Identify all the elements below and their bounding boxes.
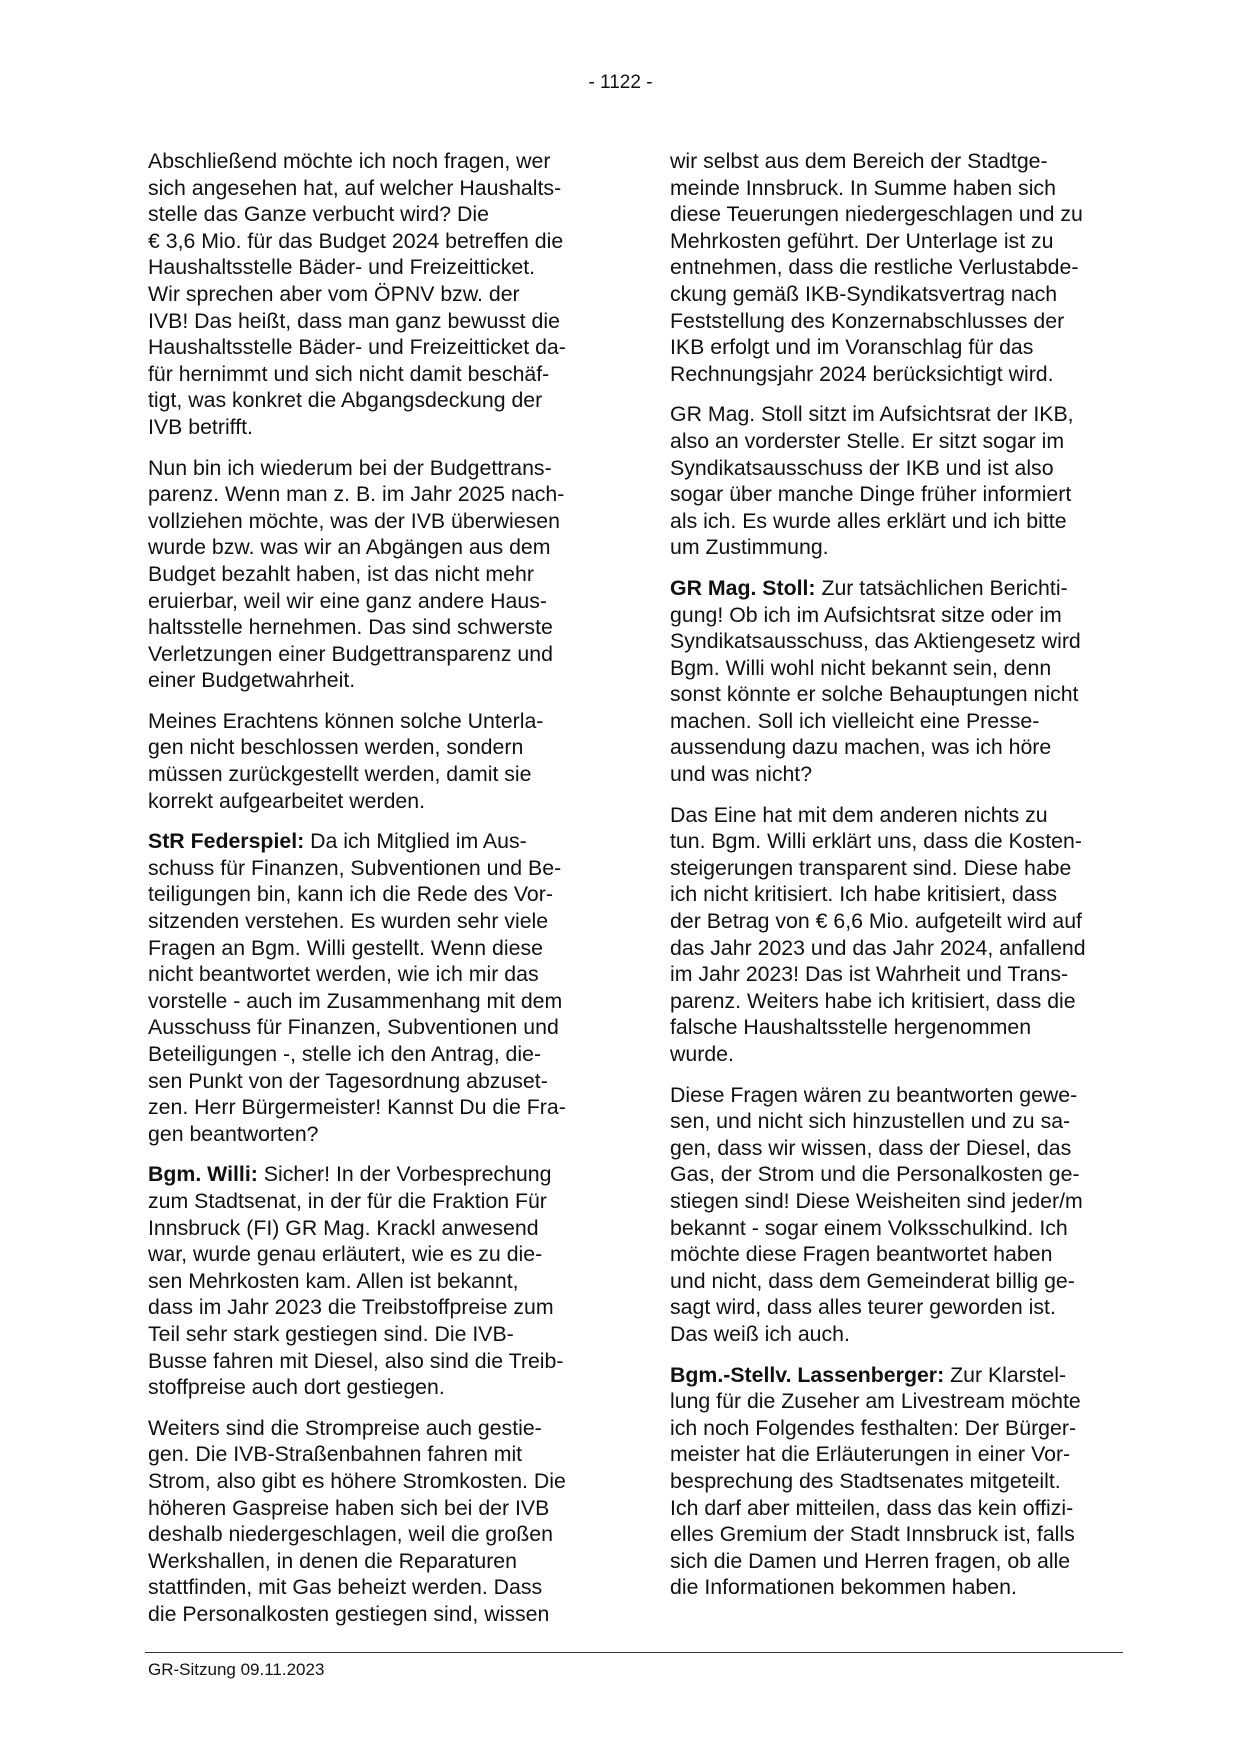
paragraph-text: GR Mag. Stoll sitzt im Aufsichtsrat der IKB, also an vorderster Stelle. Er sitzt sogar im Syndikatsausschuss der IKB und ist also sogar über manche Dinge früher informiert als ich. Es wurde alles erklärt und ich bitte um Zustimmung. [670, 402, 1074, 560]
paragraph-text: Da ich Mitglied im Aus- schuss für Finanzen, Subventionen und Be- teiligungen bin, kann ich die Rede des Vor- sitzenden verstehen. Es wurden sehr viele Fragen an Bgm. Willi gestellt. Wenn diese nicht beantwortet werden, wie ich mir das vorstelle - auch im Zusammenhang mit dem Ausschuss für Finanzen, Subventionen und Beteiligungen -, stelle ich den Antrag, die- sen Punkt von der Tagesordnung abzuset- zen. Herr Bürgermeister! Kannst Du die Fra- gen beantworten? [148, 829, 566, 1146]
paragraph-text: Weiters sind die Strompreise auch gestie- gen. Die IVB-Straßenbahnen fahren mit Strom, also gibt es höhere Stromkosten. Die höheren Gaspreise haben sich bei der IVB deshalb niedergeschlagen, weil die großen Werkshallen, in denen die Reparaturen stattfinden, mit Gas beheizt werden. Dass die Personalkosten gestiegen sind, wissen [148, 1415, 566, 1626]
speaker-name: GR Mag. Stoll: [670, 575, 816, 600]
paragraph [670, 802, 1122, 1068]
paragraph-text: Zur tatsächlichen Berichti- gung! Ob ich im Aufsichtsrat sitze oder im Syndikatsausschuss, das Aktiengesetz wird Bgm. Willi wohl nicht bekannt sein, denn sonst könnte er solche Behauptungen nicht machen. Soll ich vielleicht eine Presse- aussendung dazu machen, was ich höre und was nicht? [670, 575, 1081, 787]
paragraph-text: Diese Fragen wären zu beantworten gewe- sen, und nicht sich hinzustellen und zu sa- gen, dass wir wissen, dass der Diesel, das Gas, der Strom und die Personalkosten ge- stiegen sind! Diese Weisheiten sind jeder/m bekannt - sogar einem Volksschulkind. Ich möchte diese Fragen beantwortet haben und nicht, dass dem Gemeinderat billig ge- sagt wird, dass alles teurer geworden ist. Das weiß ich auch. [670, 1082, 1083, 1346]
paragraph [670, 401, 1122, 561]
paragraph [670, 1082, 1122, 1348]
paragraph [148, 1161, 600, 1400]
page-number: - 1122 - [588, 72, 653, 93]
footer-label: GR-Sitzung 09.11.2023 [148, 1660, 325, 1679]
paragraph [148, 455, 600, 694]
paragraph [148, 1415, 600, 1628]
paragraph-text: Sicher! In der Vorbesprechung zum Stadtsenat, in der für die Fraktion Für Innsbruck (FI) GR Mag. Krackl anwesend war, wurde genau erläutert, wie es zu die- sen Mehrkosten kam. Allen ist bekannt, dass im Jahr 2023 die Treibstoffpreise zum Teil sehr stark gestiegen sind. Die IVB- Busse fahren mit Diesel, also sind die Treib- stoffpreise auch dort gestiegen. [148, 1162, 564, 1400]
paragraph [670, 148, 1122, 387]
paragraph [670, 575, 1122, 788]
paragraph-text: Meines Erachtens können solche Unterla- gen nicht beschlossen werden, sondern müssen zurückgestellt werden, damit sie korrekt aufgearbeitet werden. [148, 708, 544, 813]
paragraph-text: Zur Klarstel- lung für die Zuseher am Livestream möchte ich noch Folgendes festhalten: Der Bürger- meister hat die Erläuterungen in einer Vor- besprechung des Stadtsenates mitgeteilt. Ich darf aber mitteilen, dass das kein offizi- elles Gremium der Stadt Innsbruck ist, falls sich die Damen und Herren fragen, ob alle die Informationen bekommen haben. [670, 1362, 1081, 1600]
speaker-name: StR Federspiel: [148, 829, 305, 854]
right-column [670, 148, 1122, 1615]
paragraph-text: Nun bin ich wiederum bei der Budgettrans- parenz. Wenn man z. B. im Jahr 2025 nach- vollziehen möchte, was der IVB überwiesen wurde bzw. was wir an Abgängen aus dem Budget bezahlt haben, ist das nicht mehr eruierbar, weil wir eine ganz andere Haus- haltsstelle hernehmen. Das sind schwerste Verletzungen einer Budgettransparenz und einer Budgetwahrheit. [148, 455, 565, 693]
paragraph [148, 828, 600, 1147]
paragraph-text: wir selbst aus dem Bereich der Stadtge- meinde Innsbruck. In Summe haben sich diese Teuerungen niedergeschlagen und zu Mehrkosten geführt. Der Unterlage ist zu entnehmen, dass die restliche Verlustabde- ckung gemäß IKB-Syndikatsvertrag nach Feststellung des Konzernabschlusses der IKB erfolgt und im Voranschlag für das Rechnungsjahr 2024 berücksichtigt wird. [670, 149, 1083, 386]
speaker-name: Bgm.-Stellv. Lassenberger: [670, 1362, 945, 1387]
paragraph [148, 708, 600, 814]
paragraph [148, 148, 600, 441]
paragraph-text: Das Eine hat mit dem anderen nichts zu tun. Bgm. Willi erklärt uns, dass die Kosten- steigerungen transparent sind. Diese habe ich nicht kritisiert. Ich habe kritisiert, dass der Betrag von € 6,6 Mio. aufgeteilt wird auf das Jahr 2023 und das Jahr 2024, anfallend im Jahr 2023! Das ist Wahrheit und Trans- parenz. Weiters habe ich kritisiert, dass die falsche Haushaltsstelle hergenommen wurde. [670, 802, 1086, 1066]
paragraph [670, 1362, 1122, 1601]
speaker-name: Bgm. Willi: [148, 1162, 258, 1187]
left-column [148, 148, 600, 1641]
footer-divider [145, 1652, 1123, 1653]
paragraph-text: Abschließend möchte ich noch fragen, wer sich angesehen hat, auf welcher Haushalts- stelle das Ganze verbucht wird? Die € 3,6 Mio. für das Budget 2024 betreffen die Haushaltsstelle Bäder- und Freizeitticket. Wir sprechen aber vom ÖPNV bzw. der IVB! Das heißt, dass man ganz bewusst die Haushaltsstelle Bäder- und Freizeitticket da- für hernimmt und sich nicht damit beschäf- tigt, was konkret die Abgangsdeckung der IVB betrifft. [148, 149, 566, 439]
